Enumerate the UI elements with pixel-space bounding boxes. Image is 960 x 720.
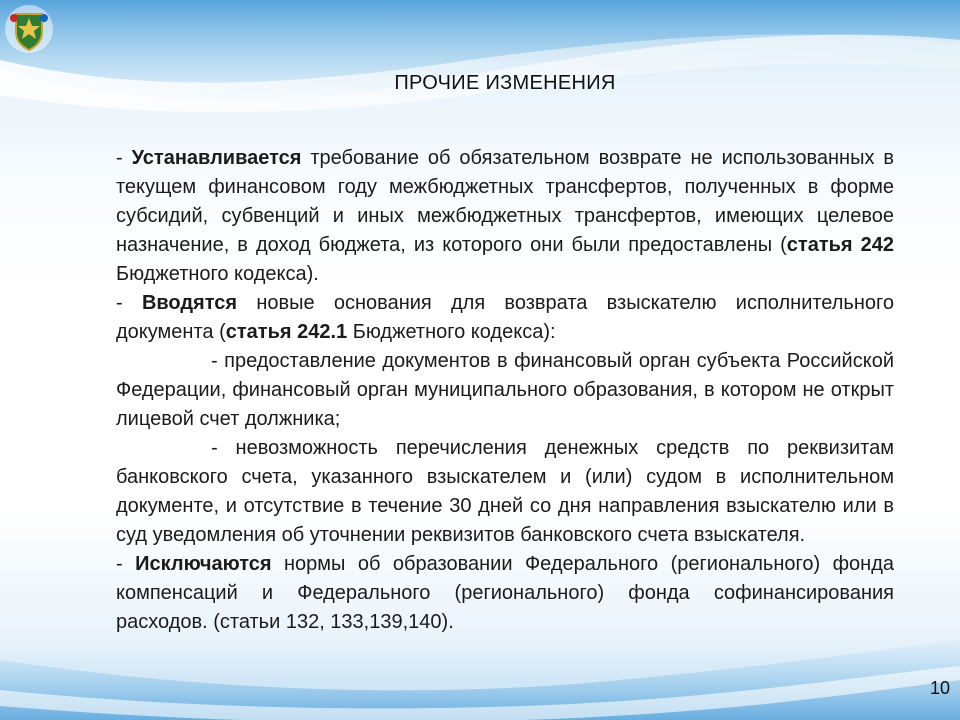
paragraph-new-grounds: - Вводятся новые основания для возврата взыскателю исполнительного документа (статья 242.1 Бюджетного кодекса): (116, 292, 895, 343)
paragraph-requirement: - Устанавливается требование об обязательном возврате не использованных в текущем финансовом году межбюджетных трансфертов, полученных в форме субсидий, субвенций и иных межбюджетных трансфертов, имеющих целевое назначение, в доход бюджета, из которого они были предоставлены (статья 242 Бюджетного кодекса). (116, 147, 895, 285)
slide-body (116, 144, 894, 637)
slide-title: ПРОЧИЕ ИЗМЕНЕНИЯ (394, 72, 616, 94)
keyword-introduced: Вводятся (141, 292, 238, 314)
paragraph-subitem-transfer: - невозможность перечисления денежных средств по реквизитам банковского счета, указанного взыскателем и (или) судом в исполнительном документе, и отсутствие в течение 30 дней со дня направления взыскателю или в суд уведомления об уточнении реквизитов банковского счета взыскателя. (116, 437, 894, 546)
article-ref: статья 242.1 (225, 321, 348, 343)
article-ref: статья 242 (786, 234, 894, 256)
keyword-excluded: Исключаются (135, 553, 272, 575)
paragraph-subitem-documents: - предоставление документов в финансовый орган субъекта Российской Федерации, финансовый орган муниципального образования, в котором не открыт лицевой счет должника; (116, 350, 894, 430)
paragraph-excluded: - Исключаются нормы об образовании Федерального (регионального) фонда компенсаций и Федерального (регионального) фонда софинансирования расходов. (статьи 132, 133,139,140). (116, 553, 894, 633)
coat-of-arms-emblem-icon (2, 2, 56, 56)
keyword-established: Устанавливается (131, 147, 302, 169)
page-number: 10 (930, 678, 951, 698)
